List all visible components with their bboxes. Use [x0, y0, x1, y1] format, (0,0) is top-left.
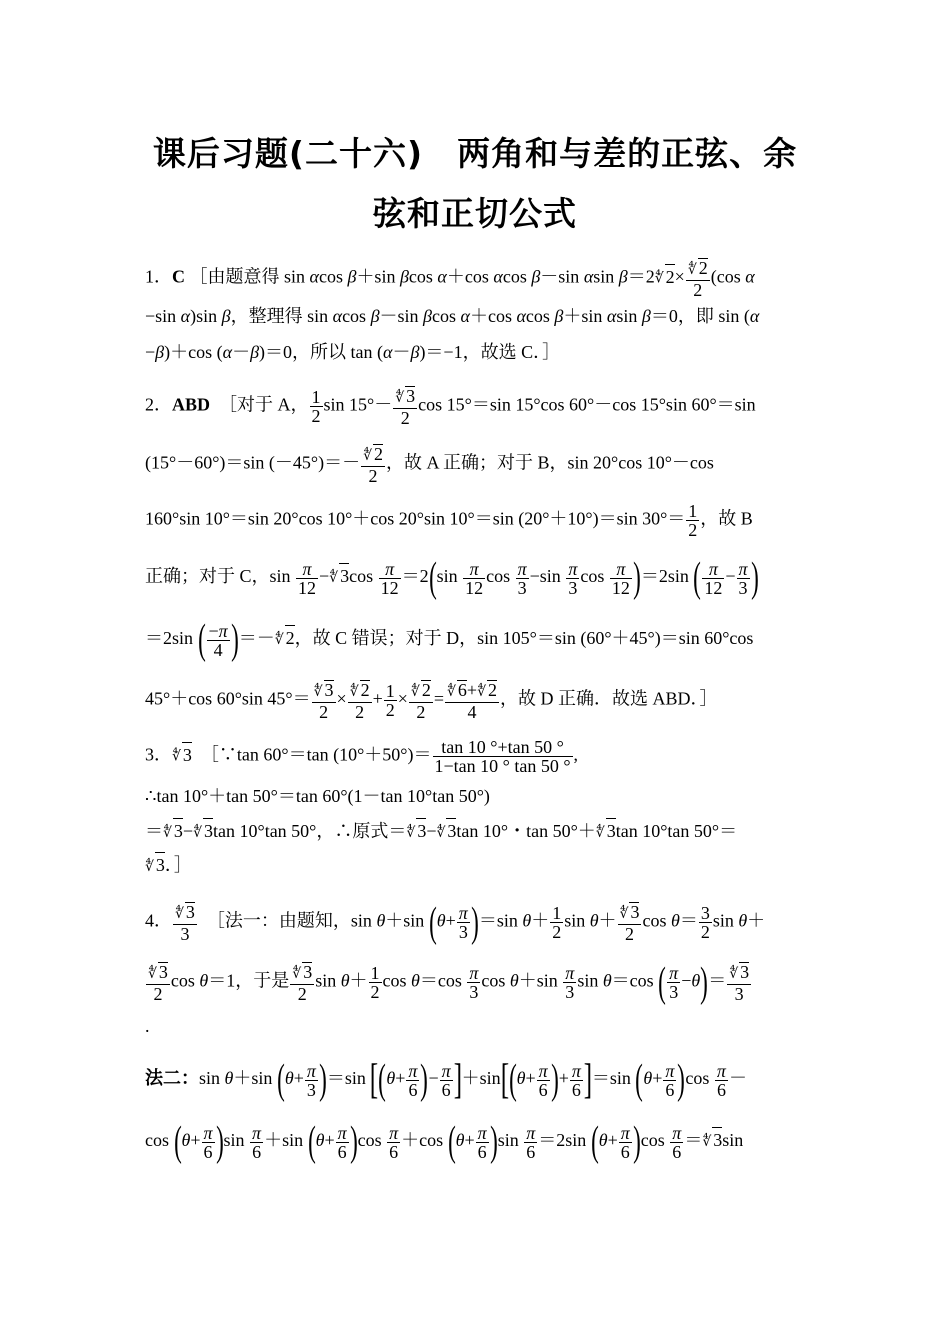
q4-line4: cos (θ+ $\frac{\pi}{6}$ )sin $\frac{\pi}{6}$ ＋sin (θ+ $\frac{\pi}{6}$ )cos $\frac{\pi}{6}$ ＋cos (θ+ $\frac{\pi}{6}$ )sin $\frac{\pi}{6}$ ＝2sin (θ+ $\frac{\pi}{6}$ )cos $\frac{\pi}{6}$ ＝∜ 3sin: [145, 1119, 744, 1165]
q4-line3: 法二：sin θ＋sin (θ+ $\frac{\pi}{3}$ )＝sin [(θ+ $\frac{\pi}{6}$ )− $\frac{\pi}{6}$ ]＋sin[(θ+ $\frac{\pi}{6}$ )+ $\frac{\pi}{6}$ ]＝sin (θ+ $\frac{\pi}{6}$ )cos $\frac{\pi}{6}$ －: [145, 1057, 747, 1103]
q2-line5: ＝2sin ( $\frac{-\pi}{4}$ )＝－∜ 2，故 C 错误；对于 D，sin 105°＝sin (60°＋45°)＝sin 60°cos: [145, 617, 754, 663]
q3-line4: ∜ 3．］: [145, 852, 810, 880]
page-title-line1: 课后习题(二十六) 两角和与差的正弦、余: [152, 134, 798, 173]
q1-line1: 1．C ［由题意得 sin αcos β＋sin βcos α＋cos αcos β－sin αsin β＝2∜ 2× $\frac{∜ 2}{2}$ (cos α: [145, 258, 755, 300]
q1-text: ［由题意得 sin: [189, 266, 310, 287]
q3-line3: ＝∜ 3−∜ 3tan 10°tan 50°，∴原式＝∜ 3−∜ 3tan 10°・tan 50°＋∜ 3tan 10°tan 50°＝: [145, 818, 810, 846]
q2-line1: 2．ABD ［对于 A， $\frac{1}{2}$ sin 15°－ $\frac{∜ 3}{2}$ cos 15°＝sin 15°cos 60°－cos 15°sin 60°＝sin: [145, 386, 756, 428]
page-title-line2: 弦和正切公式: [373, 194, 577, 233]
q3-line1: 3．∜ 3 ［∵tan 60°＝tan (10°＋50°)＝ $\frac{\tan 10 ^\circ+\tan 50 ^\circ}{1-\tan 10 ^\circ \tan 50 ^\circ}$ ,: [145, 737, 579, 776]
q1-line3: −β)＋cos (α－β)＝0，所以 tan (α－β)＝−1，故选 C．］: [145, 342, 561, 362]
q2-line4: 正确；对于 C，sin $\frac{\pi}{12}$ −∜ 3cos $\frac{\pi}{12}$ ＝2(sin $\frac{\pi}{12}$ cos $\frac{\pi}{3}$ −sin $\frac{\pi}{3}$ cos $\frac{\pi}{12}$ )＝2sin ( $\frac{\pi}{12}$ − $\frac{\pi}{3}$ ): [145, 555, 759, 601]
q4-dot: .: [145, 1016, 150, 1036]
q2-line6: 45°＋cos 60°sin 45°＝ $\frac{∜ 3}{2}$ × $\frac{∜ 2}{2}$ + $\frac{1}{2}$ × $\frac{∜ 2}{2}$ = $\frac{∜ 6+∜ 2}{4}$ ，故 D 正确．故选 ABD．］: [145, 680, 718, 722]
q1-line2: −sin α)sin β，整理得 sin αcos β－sin βcos α＋cos αcos β＋sin αsin β＝0，即 sin (α: [145, 306, 760, 326]
q2-answer: ABD: [172, 394, 211, 415]
q3-line2: ∴tan 10°＋tan 50°＝tan 60°(1－tan 10°tan 50°): [145, 786, 490, 806]
q2-line2: (15°－60°)＝sin (－45°)＝－ $\frac{∜ 2}{2}$ ，故 A 正确；对于 B，sin 20°cos 10°－cos: [145, 444, 714, 486]
q1-number: 1．: [145, 266, 172, 287]
q2-line3: 160°sin 10°＝sin 20°cos 10°＋cos 20°sin 10°＝sin (20°＋10°)＝sin 30°＝ $\frac{1}{2}$ ，故 B: [145, 501, 753, 540]
q4-line1: 4． $\frac{∜ 3}{3}$ ［法一：由题知，sin θ＋sin (θ+ $\frac{\pi}{3}$ )＝sin θ＋ $\frac{1}{2}$ sin θ＋ $\frac{∜ 3}{2}$ cos θ＝ $\frac{3}{2}$ sin θ＋: [145, 899, 766, 946]
q1-answer: C: [172, 266, 185, 287]
q4-line2: $\frac{∜ 3}{2}$ cos θ＝1，于是 $\frac{∜ 3}{2}$ sin θ＋ $\frac{1}{2}$ cos θ＝cos $\frac{\pi}{3}$ cos θ＋sin $\frac{\pi}{3}$ sin θ＝cos ( $\frac{\pi}{3}$ −θ)＝ $\frac{∜ 3}{3}$: [148, 959, 750, 1006]
